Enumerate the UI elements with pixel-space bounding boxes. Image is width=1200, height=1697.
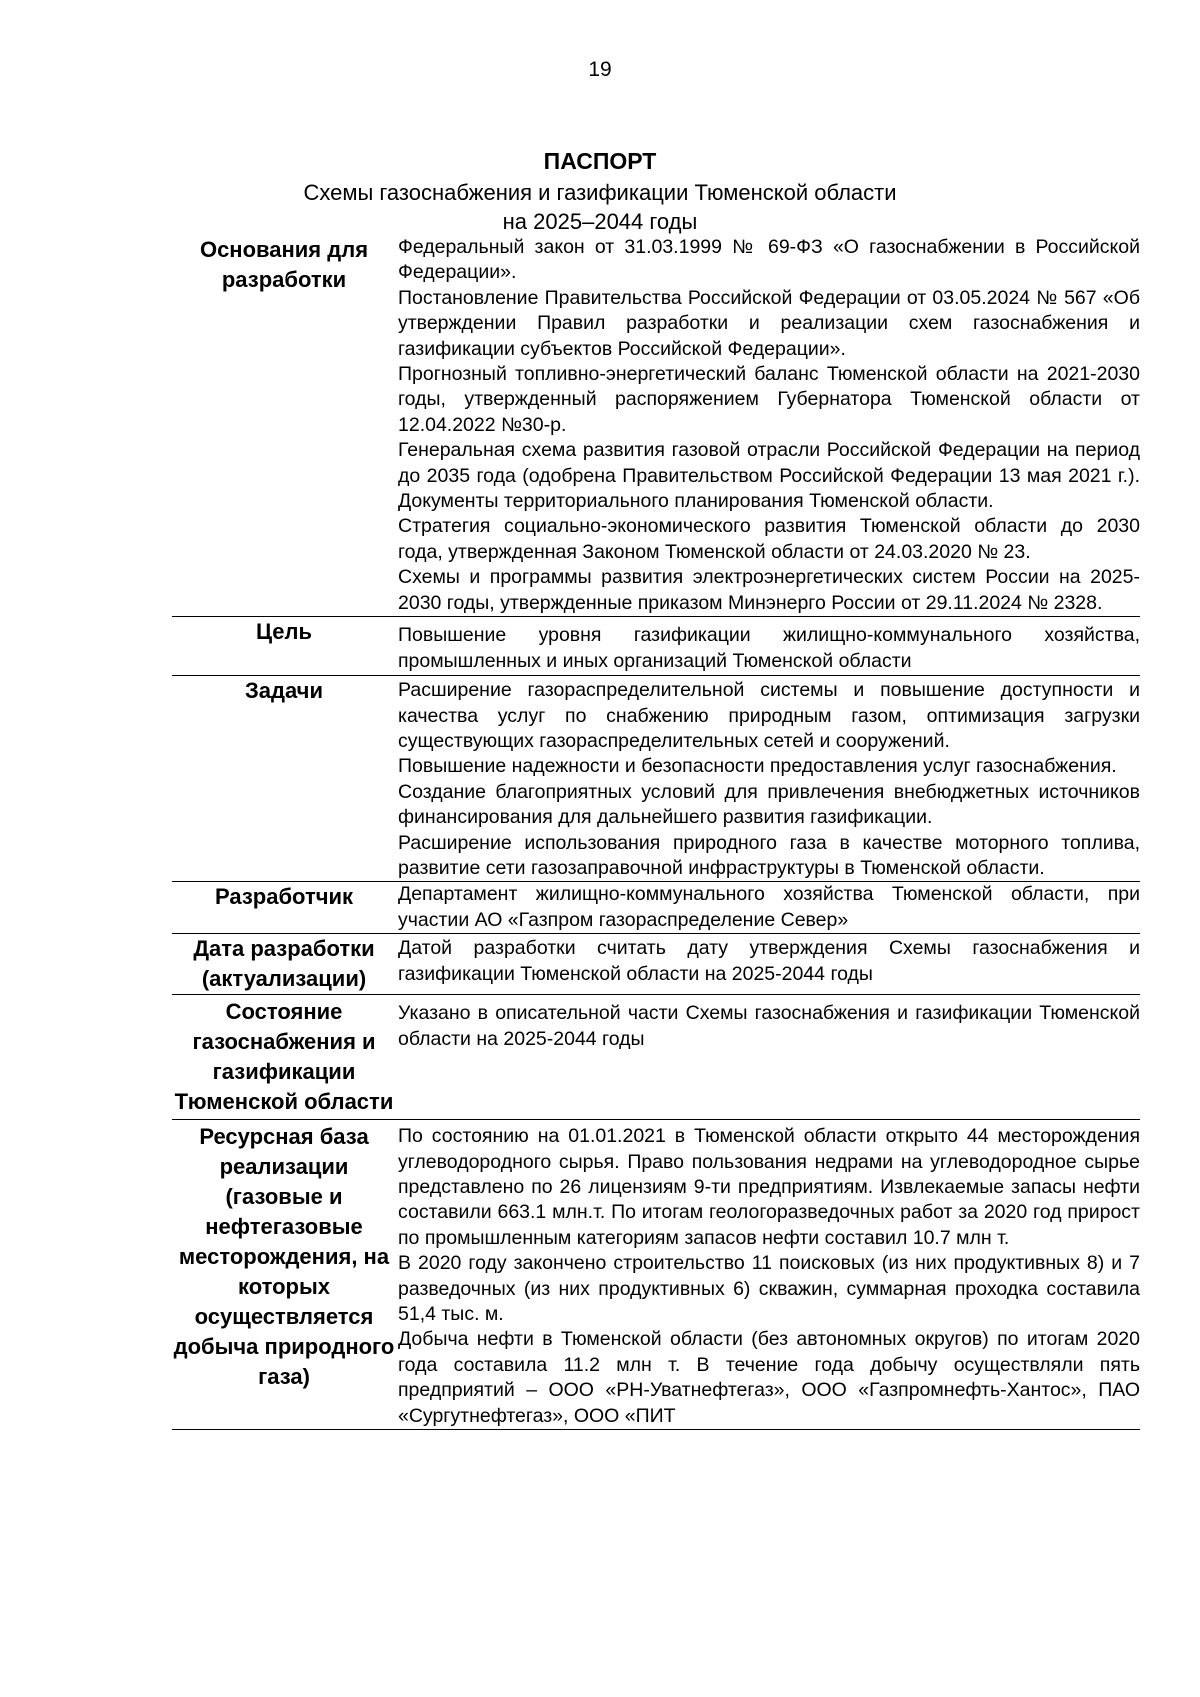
paragraph: Постановление Правительства Российской Федерации от 03.05.2024 № 567 «Об утверждении Правил разработки и реализации схем газоснабжения и газификации субъектов Российской Федерации». [398, 286, 1140, 360]
row-resource-base [172, 1120, 1140, 1430]
paragraph: Добыча нефти в Тюменской области (без автономных округов) по итогам 2020 года составила 11.2 млн т. В течение года добычу осуществляли пять предприятий – ООО «РН-Уватнефтегаз», ООО «Газпромнефть-Хантос», ПАО «Сургутнефтегаз», ООО «ПИТ [398, 1328, 1140, 1427]
paragraph: Повышение уровня газификации жилищно-коммунального хозяйства, промышленных и иных организаций Тюменской области [398, 624, 1140, 672]
row-label: Цель [172, 617, 396, 676]
row-basis [172, 235, 1140, 617]
row-label: Основания для разработки [199, 237, 369, 292]
row-content [396, 235, 1140, 617]
subtitle-line-1: Схемы газоснабжения и газификации Тюменской области [303, 180, 897, 205]
paragraph: Департамент жилищно-коммунального хозяйства Тюменской области, при участии АО «Газпром газораспределение Север» [398, 883, 1140, 931]
row-content [396, 995, 1140, 1120]
row-tasks [172, 676, 1140, 882]
row-goal [172, 617, 1140, 676]
paragraph: Прогнозный топливно-энергетический баланс Тюменской области на 2021-2030 годы, утвержденный распоряжением Губернатора Тюменской области от 12.04.2022 №30-р. [398, 363, 1140, 436]
paragraph: Федеральный закон от 31.03.1999 № 69-ФЗ «О газоснабжении в Российской Федерации». [398, 236, 1140, 284]
paragraph: Повышение надежности и безопасности предоставления услуг газоснабжения. [398, 755, 1117, 778]
passport-table [172, 235, 1140, 1430]
subtitle-line-2: на 2025–2044 годы [502, 209, 698, 234]
row-label: Состояние газоснабжения и газификации Тюменской области [172, 995, 396, 1120]
row-content [396, 676, 1140, 882]
paragraph: В 2020 году закончено строительство 11 поисковых (из них продуктивных 8) и 7 разведочных (из них продуктивных 6) скважин, суммарная проходка составила 51,4 тыс. м. [398, 1252, 1140, 1325]
row-label: Дата разработки (актуализации) [172, 934, 396, 995]
paragraph: Схемы и программы развития электроэнергетических систем России на 2025-2030 годы, утвержденные приказом Минэнерго России от 29.11.2024 № 2328. [398, 566, 1140, 614]
row-content [396, 1120, 1140, 1430]
paragraph: Генеральная схема развития газовой отрасли Российской Федерации на период до 2035 года (одобрена Правительством Российской Федерации 13 мая 2021 г.). Документы территориального планирования Тюменской области. [398, 439, 1140, 513]
row-development-date [172, 934, 1140, 995]
paragraph: Расширение газораспределительной системы и повышение доступности и качества услуг по снабжению природным газом, оптимизация загрузки существующих газораспределительных сетей и сооружений. [398, 679, 1140, 752]
row-label: Разработчик [172, 882, 396, 934]
paragraph: Указано в описательной части Схемы газоснабжения и газификации Тюменской области на 2025-2044 годы [398, 1002, 1140, 1050]
row-developer [172, 882, 1140, 934]
paragraph: Создание благоприятных условий для привлечения внебюджетных источников финансирования для дальнейшего развития газификации. [398, 780, 1140, 829]
document-title: ПАСПОРТ [543, 148, 657, 174]
row-content [396, 882, 1140, 934]
paragraph: Расширение использования природного газа в качестве моторного топлива, развитие сети газозаправочной инфраструктуры в Тюменской области. [398, 831, 1140, 879]
document-subtitle [0, 178, 1200, 236]
paragraph: Датой разработки считать дату утверждения Схемы газоснабжения и газификации Тюменской области на 2025-2044 годы [398, 937, 1140, 985]
paragraph: Стратегия социально-экономического развития Тюменской области до 2030 года, утвержденная Законом Тюменской области от 24.03.2020 № 23. [398, 515, 1140, 563]
row-gasification-status [172, 995, 1140, 1120]
row-content [396, 934, 1140, 995]
page-number: 19 [588, 58, 612, 81]
row-content [396, 617, 1140, 676]
row-label: Задачи [172, 676, 396, 882]
row-label: Ресурсная база реализации (газовые и нефтегазовые месторождения, на которых осуществляется добыча природного газа) [172, 1120, 396, 1430]
paragraph: По состоянию на 01.01.2021 в Тюменской области открыто 44 месторождения углеводородного сырья. Право пользования недрами на углеводородное сырье представлено по 26 лицензиям 9-ти предприятиям. Извлекаемые запасы нефти составили 663.1 млн.т. По итогам геологоразведочных работ за 2020 год прирост по промышленным категориям запасов нефти составил 10.7 млн т. [398, 1125, 1140, 1249]
